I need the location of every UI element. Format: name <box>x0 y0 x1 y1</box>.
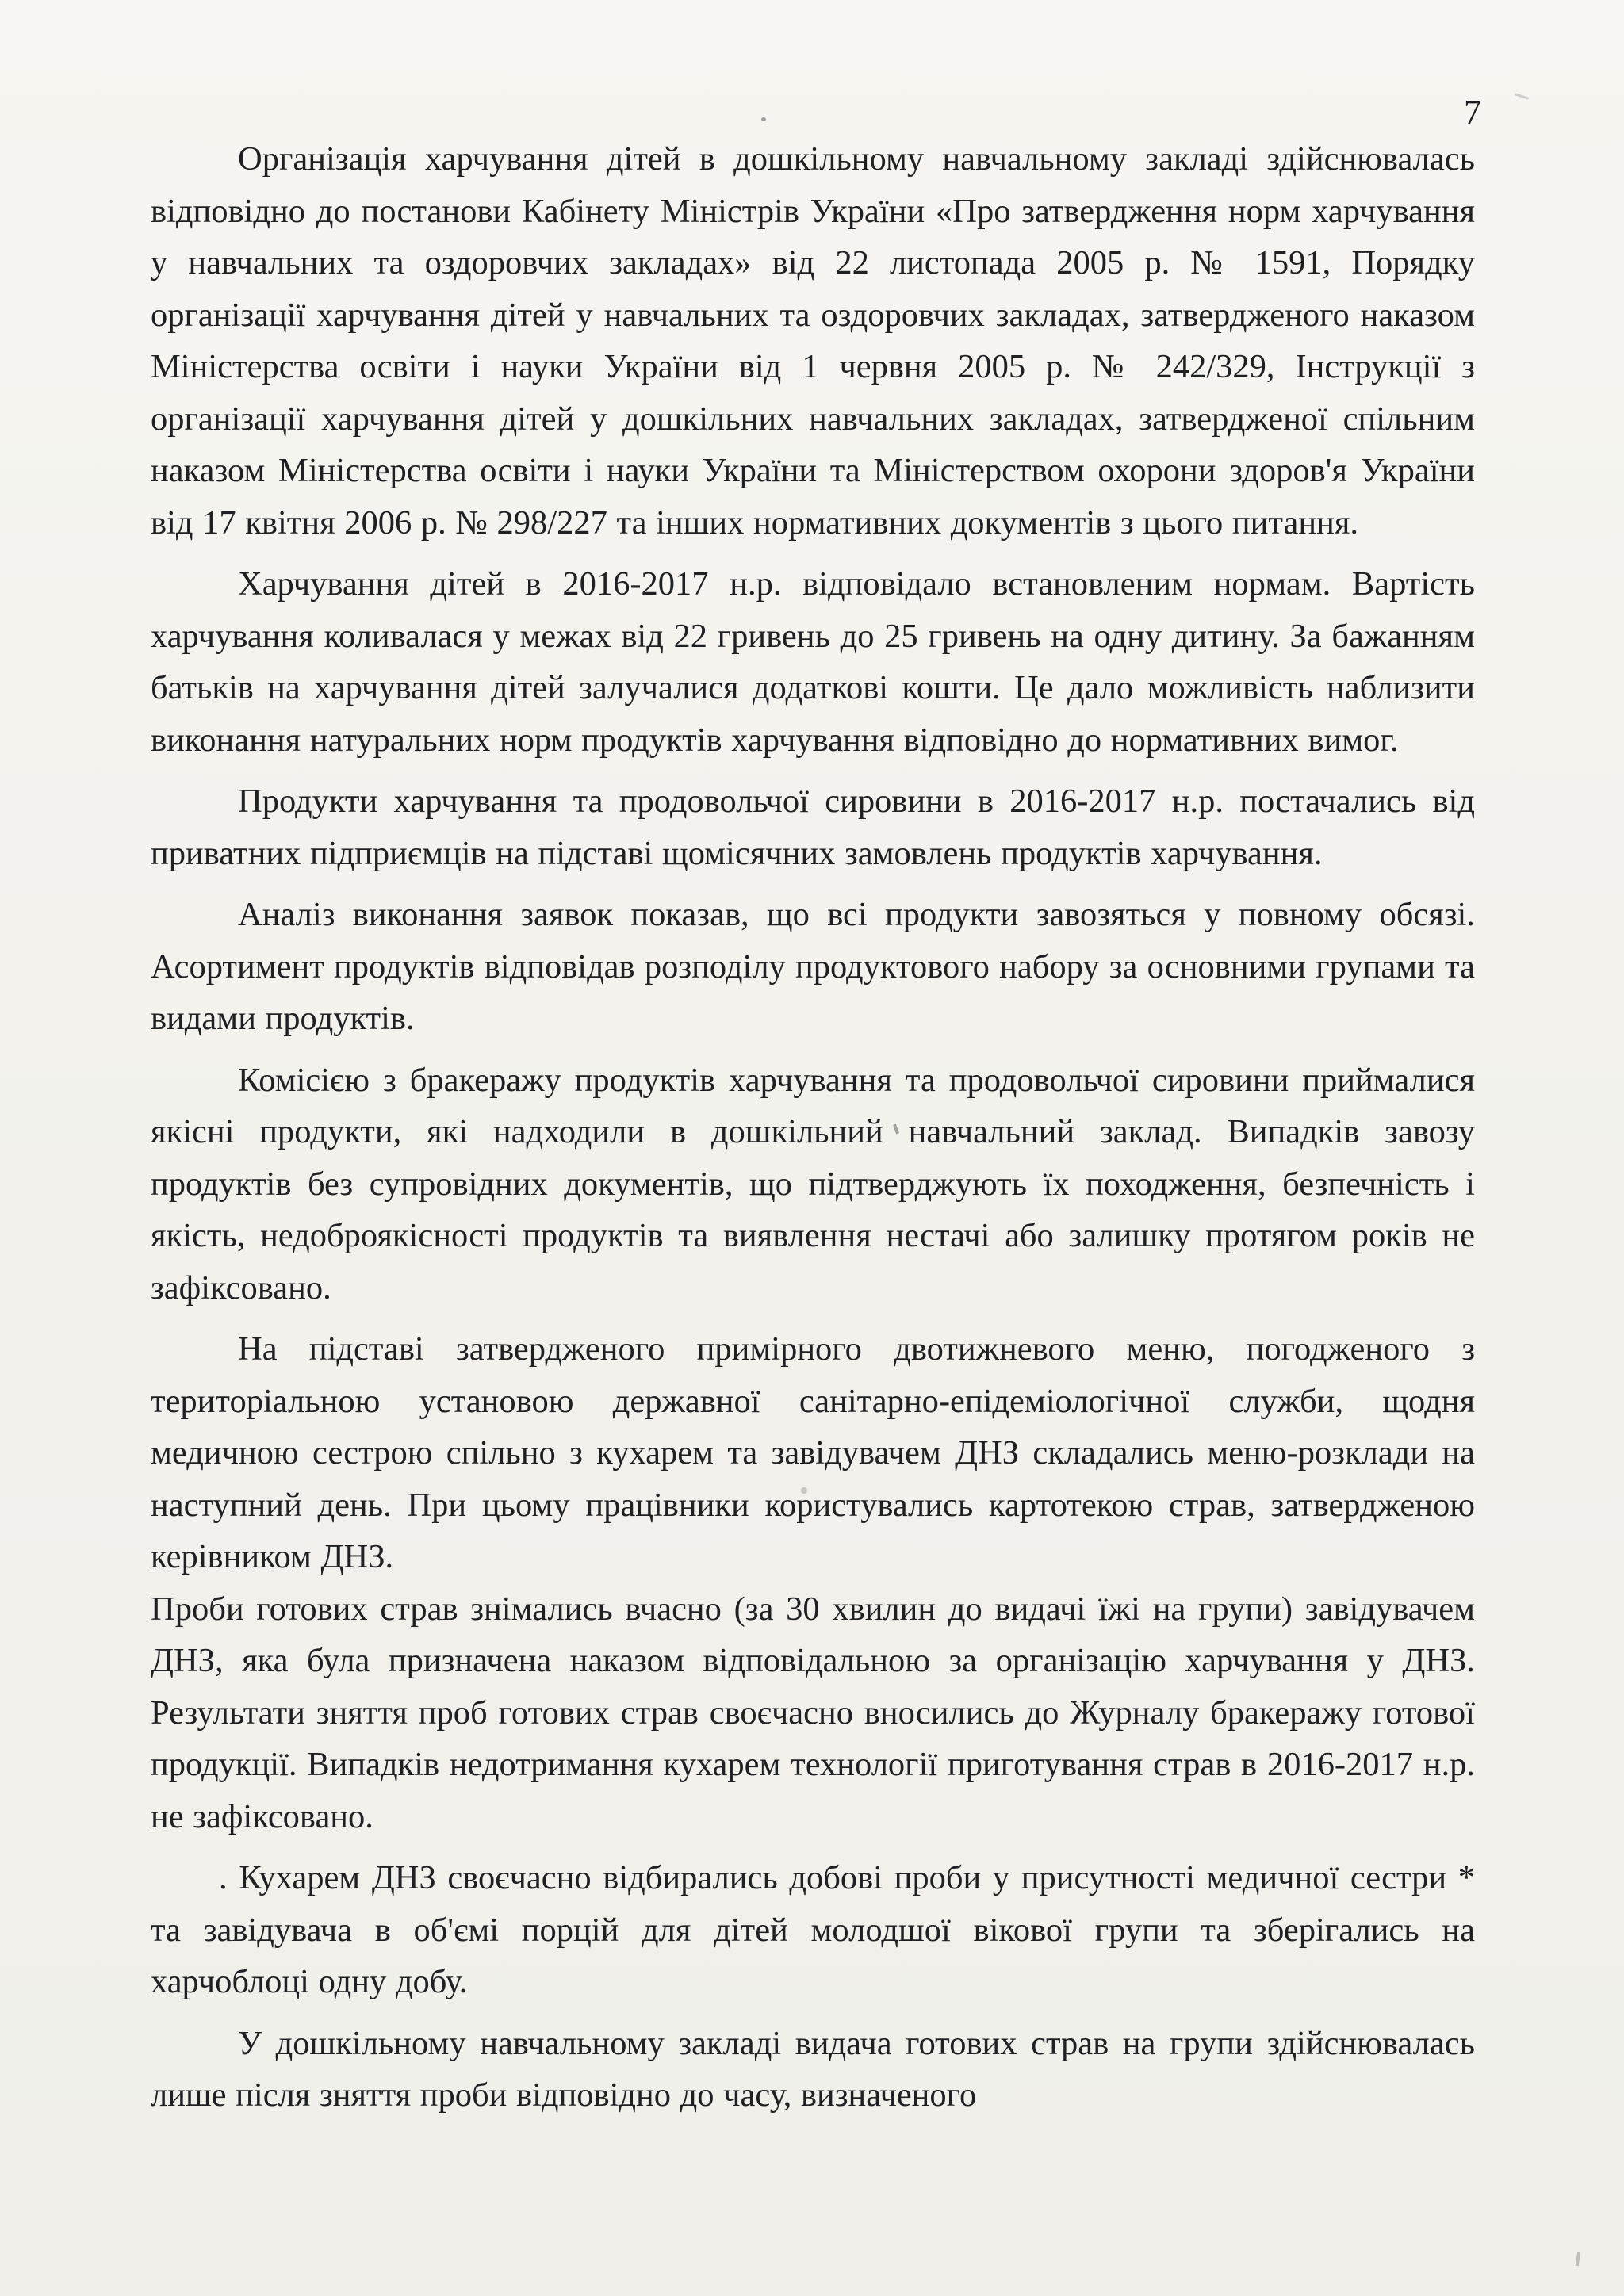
paragraph: Харчування дітей в 2016-2017 н.р. відповідало встановленим нормам. Вартість харчування коливалася у межах від 22 гривень до 25 гривень на одну дитину. За бажанням батьків на харчування дітей залучалися додаткові кошти. Це дало можливість наблизити виконання натуральних норм продуктів харчування відповідно до нормативних вимог. <box>151 565 1475 759</box>
paragraph: Аналіз виконання заявок показав, що всі продукти завозяться у повному обсязі. Асортимент продуктів відповідав розподілу продуктового набору за основними групами та видами продуктів. <box>151 896 1475 1037</box>
paragraph: . Кухарем ДНЗ своєчасно відбирались добові проби у присутності медичної сестри * та завідувача в об'ємі порцій для дітей молодшої вікової групи та зберігались на харчоблоці одну добу. <box>151 1859 1475 2000</box>
document-body <box>151 133 1475 2131</box>
scan-speck <box>1576 2252 1580 2266</box>
paragraph: Комісією з бракеражу продуктів харчування та продовольчої сировини приймалися якісні продукти, які надходили в дошкільний навчальний заклад. Випадків завозу продуктів без супровідних документів, що підтверджують їх походження, безпечність і якість, недоброякісності продуктів та виявлення нестачі або залишку протягом років не зафіксовано. <box>151 1061 1475 1307</box>
page-number: 7 <box>1464 93 1481 132</box>
paragraph: Продукти харчування та продовольчої сировини в 2016-2017 н.р. постачались від приватних підприємців на підставі щомісячних замовлень продуктів харчування. <box>151 783 1475 872</box>
paragraph: Проби готових страв знімались вчасно (за 30 хвилин до видачі їжі на групи) завідувачем ДНЗ, яка була призначена наказом відповідальною за організацію харчування у ДНЗ. Результати зняття проб готових страв своєчасно вносились до Журналу бракеражу готової продукції. Випадків недотримання кухарем технології приготування страв в 2016-2017 н.р. не зафіксовано. <box>151 1590 1475 1835</box>
paragraph: Організація харчування дітей в дошкільному навчальному закладі здійснювалась відповідно до постанови Кабінету Міністрів України «Про затвердження норм харчування у навчальних та оздоровчих закладах» від 22 листопада 2005 р. № 1591, Порядку організації харчування дітей у навчальних та оздоровчих закладах, затвердженого наказом Міністерства освіти і науки України від 1 червня 2005 р. № 242/329, Інструкції з організації харчування дітей у дошкільних навчальних закладах, затвердженої спільним наказом Міністерства освіти і науки України та Міністерством охорони здоров'я України від 17 квітня 2006 р. № 298/227 та інших нормативних документів з цього питання. <box>151 140 1475 541</box>
scan-speck <box>761 117 766 121</box>
scan-speck <box>1515 93 1529 99</box>
paragraph: На підставі затвердженого примірного двотижневого меню, погодженого з територіальною установою державної санітарно-епідеміологічної служби, щодня медичною сестрою спільно з кухарем та завідувачем ДНЗ складались меню-розклади на наступний день. При цьому працівники користувались картотекою страв, затвердженою керівником ДНЗ. <box>151 1330 1475 1575</box>
paragraph: У дошкільному навчальному закладі видача готових страв на групи здійснювалась лише після зняття проби відповідно до часу, визначеного <box>151 2024 1475 2114</box>
